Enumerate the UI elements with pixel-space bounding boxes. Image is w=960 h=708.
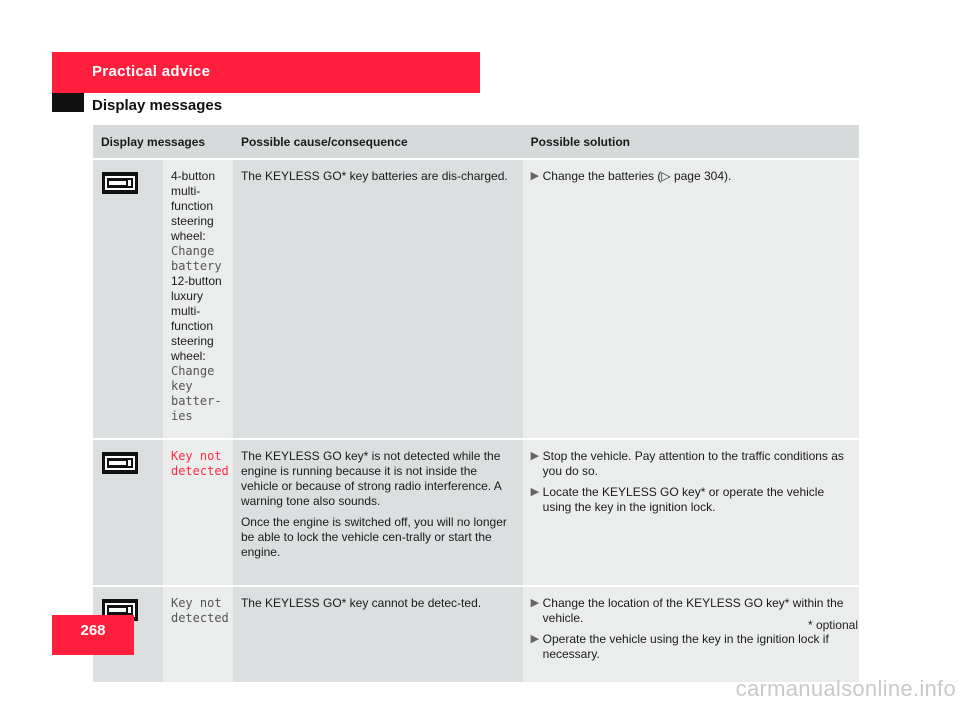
- header-possible-solution: Possible solution: [523, 125, 859, 159]
- solution-step: [531, 169, 851, 184]
- message-cell: [163, 586, 233, 683]
- header-display-messages: Display messages: [93, 125, 233, 159]
- page-subtitle: Display messages: [92, 97, 223, 114]
- cause-text: Once the engine is switched off, you will no longer be able to lock the vehicle cen-trally or start the engine.: [240, 515, 507, 559]
- message-code: Key not detected: [170, 449, 229, 478]
- section-header-band: [52, 52, 480, 93]
- solution-step: [531, 485, 851, 515]
- table-header-row: [93, 125, 859, 159]
- solution-text: Change the batteries (▷ page 304).: [542, 169, 732, 183]
- cause-text: The KEYLESS GO key* is not detected while the engine is running because it is not inside the vehicle or because of strong radio interference. A warning tone also sounds.: [240, 449, 502, 508]
- key-battery-icon: [101, 171, 139, 195]
- section-title: Practical advice: [92, 63, 211, 80]
- solution-text: Stop the vehicle. Pay attention to the traffic conditions as you do so.: [542, 449, 844, 478]
- message-code: Change battery: [170, 244, 222, 273]
- step-arrow-icon: ▶: [530, 450, 540, 462]
- section-marker-tab: [52, 93, 84, 112]
- solution-cell: [523, 159, 859, 439]
- message-cell: [163, 159, 233, 439]
- message-label: 12-button luxury multi-function steering wheel:: [170, 274, 222, 363]
- watermark: carmanualsonline.info: [735, 676, 956, 701]
- solution-step: [531, 632, 851, 662]
- cause-cell: [233, 439, 523, 586]
- message-code: Key not detected: [170, 596, 229, 625]
- header-possible-cause: Possible cause/consequence: [233, 125, 523, 159]
- solution-cell: [523, 439, 859, 586]
- cause-text: The KEYLESS GO* key cannot be detec-ted.: [240, 596, 482, 610]
- table-row: [93, 159, 859, 439]
- table-row: [93, 586, 859, 683]
- step-arrow-icon: ▶: [530, 486, 540, 498]
- icon-cell: [93, 159, 163, 439]
- message-code: Change key batter-ies: [170, 364, 222, 423]
- cause-cell: [233, 586, 523, 683]
- solution-cell: [523, 586, 859, 683]
- page-number: 268: [52, 615, 134, 655]
- message-cell: [163, 439, 233, 586]
- table-row: [93, 439, 859, 586]
- step-arrow-icon: ▶: [530, 633, 540, 645]
- step-arrow-icon: ▶: [530, 170, 540, 182]
- solution-text: Operate the vehicle using the key in the ignition lock if necessary.: [542, 632, 829, 661]
- cause-cell: [233, 159, 523, 439]
- display-messages-table: [93, 125, 859, 684]
- key-not-detected-icon: [101, 451, 139, 475]
- icon-cell: [93, 439, 163, 586]
- cause-text: The KEYLESS GO* key batteries are dis-charged.: [240, 169, 508, 183]
- message-label: 4-button multi-function steering wheel:: [170, 169, 216, 243]
- footnote: * optional: [807, 618, 858, 632]
- solution-text: Change the location of the KEYLESS GO key* within the vehicle.: [542, 596, 844, 625]
- solution-step: [531, 449, 851, 479]
- solution-text: Locate the KEYLESS GO key* or operate the vehicle using the key in the ignition lock.: [542, 485, 825, 514]
- step-arrow-icon: ▶: [530, 597, 540, 609]
